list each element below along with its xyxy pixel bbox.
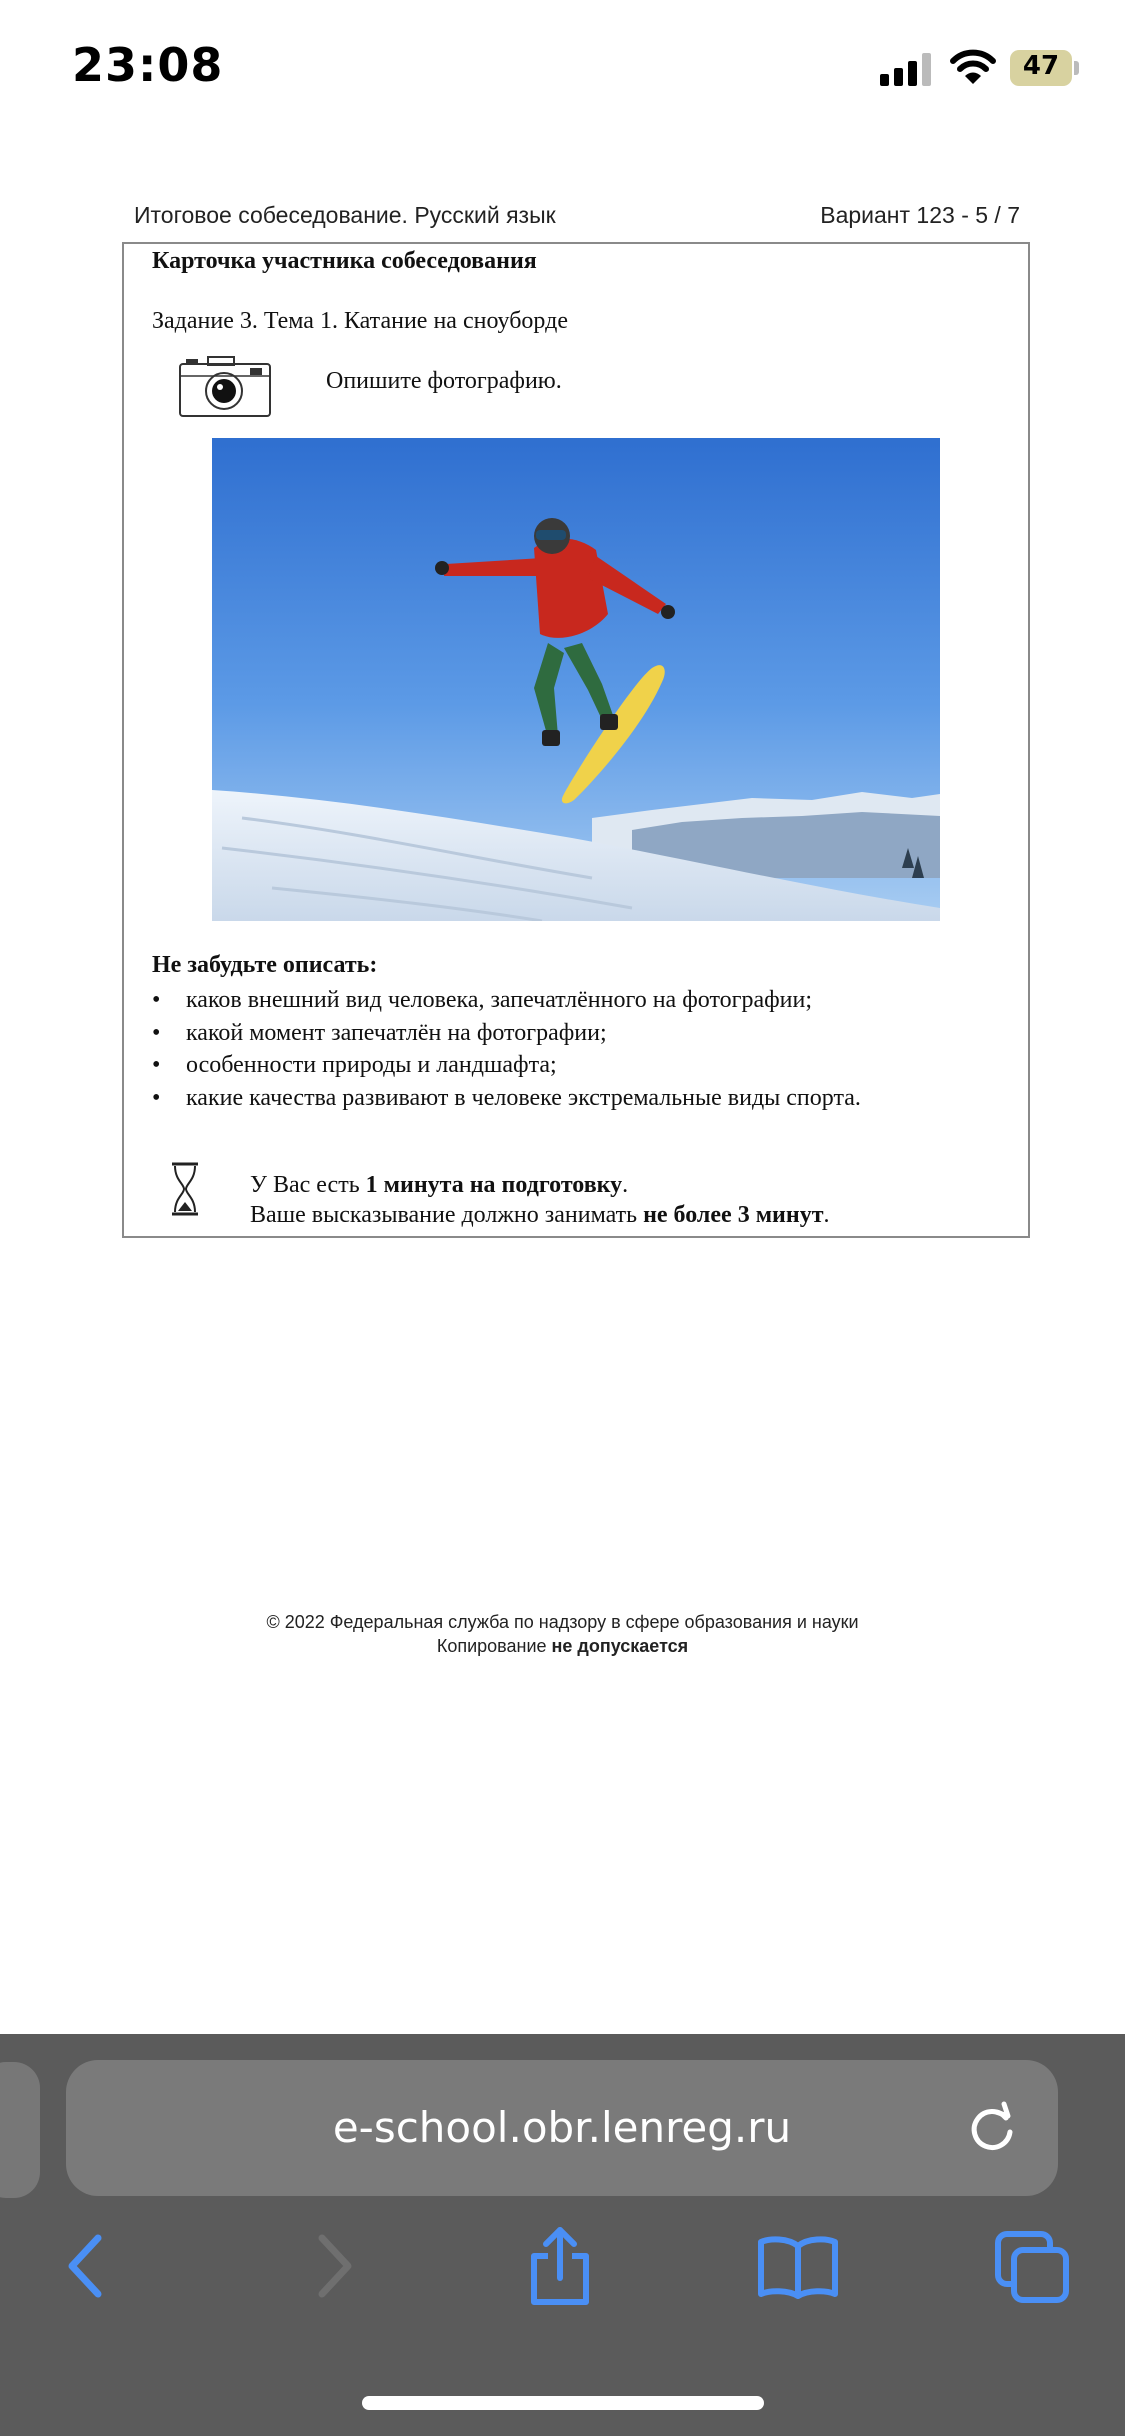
previous-tab-preview[interactable]	[0, 2062, 40, 2198]
instruction-text: Опишите фотографию.	[326, 368, 562, 394]
forward-icon[interactable]	[300, 2230, 360, 2302]
prep-bold: 1 минута на подготовку	[365, 1172, 623, 1198]
browser-toolbar	[0, 2034, 1125, 2436]
battery-icon	[1010, 50, 1080, 86]
address-bar[interactable]	[66, 2060, 1058, 2196]
tabs-icon[interactable]	[994, 2230, 1070, 2304]
card-title: Карточка участника собеседования	[152, 248, 537, 274]
share-icon[interactable]	[524, 2224, 596, 2308]
prep-time-text	[250, 1172, 628, 1199]
speech-suffix: .	[823, 1202, 830, 1228]
describe-points-list	[152, 984, 861, 1114]
prep-suffix: .	[622, 1172, 629, 1198]
list-item: • каков внешний вид человека, запечатлённого на фотографии;	[152, 984, 861, 1017]
participant-card	[122, 242, 1030, 1238]
list-item: • особенности природы и ландшафта;	[152, 1049, 861, 1082]
battery-tip	[1074, 61, 1079, 75]
list-item: • какие качества развивают в человеке экстремальные виды спорта.	[152, 1082, 861, 1115]
back-icon[interactable]	[60, 2230, 120, 2302]
copyright-text: © 2022 Федеральная служба по надзору в сфере образования и науки	[266, 1612, 859, 1632]
hourglass-icon	[170, 1162, 200, 1216]
copy-notice	[0, 1636, 1125, 1657]
battery-level: 47	[1022, 51, 1060, 81]
home-indicator[interactable]	[362, 2396, 764, 2410]
bookmarks-icon[interactable]	[756, 2234, 840, 2300]
task-title: Задание 3. Тема 1. Катание на сноуборде	[152, 308, 568, 334]
remember-heading: Не забудьте описать:	[152, 952, 378, 978]
url-text: e-school.obr.lenreg.ru	[332, 2103, 792, 2152]
copy-notice-prefix: Копирование	[436, 1636, 552, 1656]
camera-icon	[178, 354, 272, 418]
prep-prefix: У Вас есть	[250, 1172, 366, 1198]
status-time: 23:08	[72, 38, 224, 92]
cellular-signal-icon	[880, 52, 934, 86]
speech-time-text	[250, 1202, 830, 1229]
status-bar	[0, 0, 1125, 140]
speech-prefix: Ваше высказывание должно занимать	[250, 1202, 644, 1228]
speech-bold: не более 3 минут	[643, 1202, 824, 1228]
snowboarder-photo	[212, 438, 940, 921]
doc-header-variant: Вариант 123 - 5 / 7	[820, 202, 1020, 228]
list-item: • какой момент запечатлён на фотографии;	[152, 1017, 861, 1050]
wifi-icon	[950, 48, 996, 86]
copy-notice-bold: не допускается	[551, 1636, 689, 1656]
reload-icon[interactable]	[962, 2098, 1022, 2158]
doc-header-title: Итоговое собеседование. Русский язык	[134, 202, 556, 228]
